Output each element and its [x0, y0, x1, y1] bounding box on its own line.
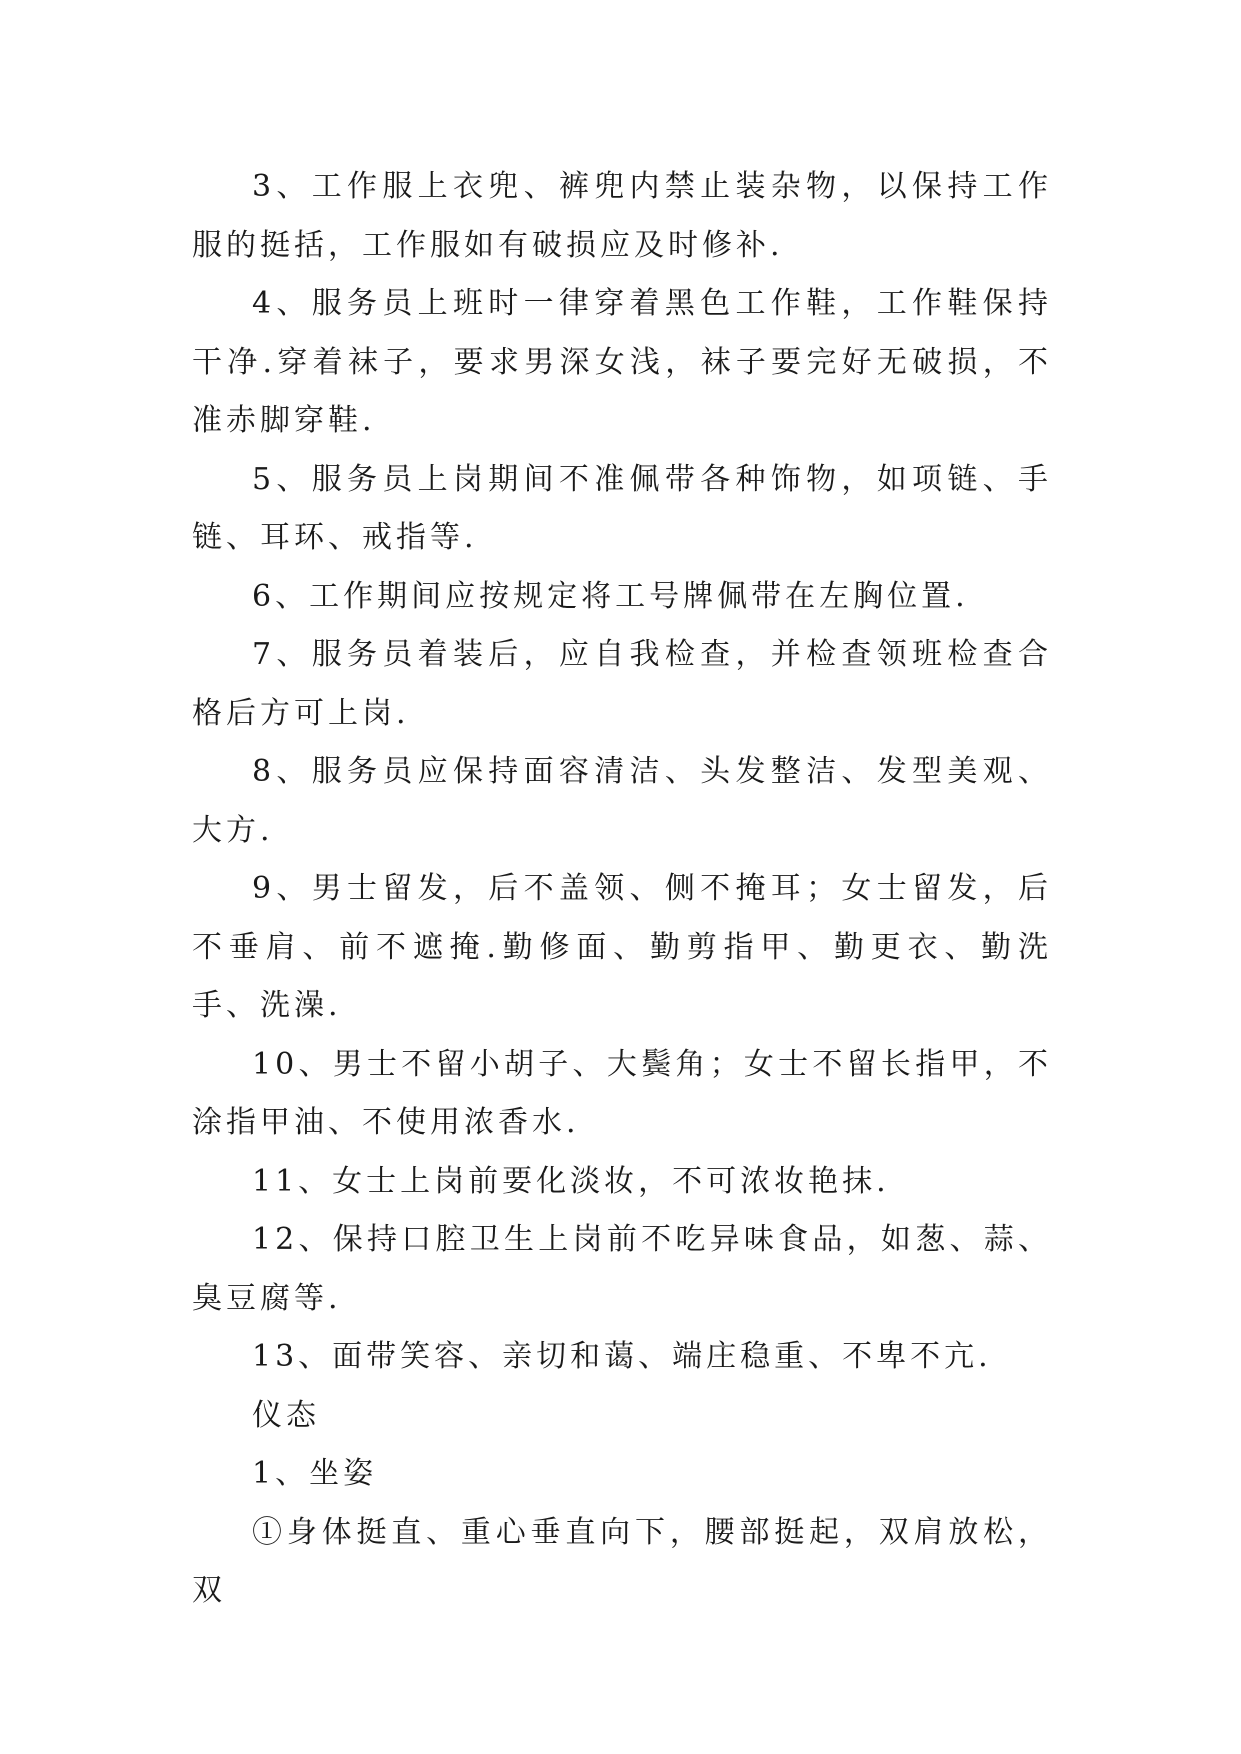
document-body — [192, 158, 1052, 1621]
section-heading-demeanor: 仪态 — [252, 1397, 320, 1433]
paragraph-item-12: 12、保持口腔卫生上岗前不吃异味食品，如葱、蒜、臭豆腐等. — [192, 1222, 1052, 1316]
paragraph-item-13: 13、面带笑容、亲切和蔼、端庄稳重、不卑不亢. — [252, 1339, 992, 1374]
paragraph-item-4: 4、服务员上班时一律穿着黑色工作鞋，工作鞋保持干净.穿着袜子，要求男深女浅，袜子要完好无破损，不准赤脚穿鞋. — [192, 286, 1052, 438]
subsection-heading-sitting: 1、坐姿 — [252, 1456, 378, 1491]
paragraph-item-sitting-1: ①身体挺直、重心垂直向下，腰部挺起，双肩放松，双 — [192, 1514, 1052, 1608]
paragraph-item-11: 11、女士上岗前要化淡妆，不可浓妆艳抹. — [252, 1163, 890, 1199]
paragraph-item-8: 8、服务员应保持面容清洁、头发整洁、发型美观、大方. — [192, 754, 1052, 848]
paragraph-item-9: 9、男士留发，后不盖领、侧不掩耳；女士留发，后不垂肩、前不遮掩.勤修面、勤剪指甲、勤更衣、勤洗手、洗澡. — [192, 871, 1052, 1023]
paragraph-item-3: 3、工作服上衣兜、裤兜内禁止装杂物，以保持工作服的挺括，工作服如有破损应及时修补. — [192, 169, 1052, 263]
paragraph-item-6: 6、工作期间应按规定将工号牌佩带在左胸位置. — [252, 578, 969, 614]
paragraph-item-5: 5、服务员上岗期间不准佩带各种饰物，如项链、手链、耳环、戒指等. — [192, 461, 1052, 555]
paragraph-item-10: 10、男士不留小胡子、大鬓角；女士不留长指甲，不涂指甲油、不使用浓香水. — [192, 1046, 1052, 1140]
paragraph-item-7: 7、服务员着装后，应自我检查，并检查领班检查合格后方可上岗. — [192, 637, 1052, 731]
